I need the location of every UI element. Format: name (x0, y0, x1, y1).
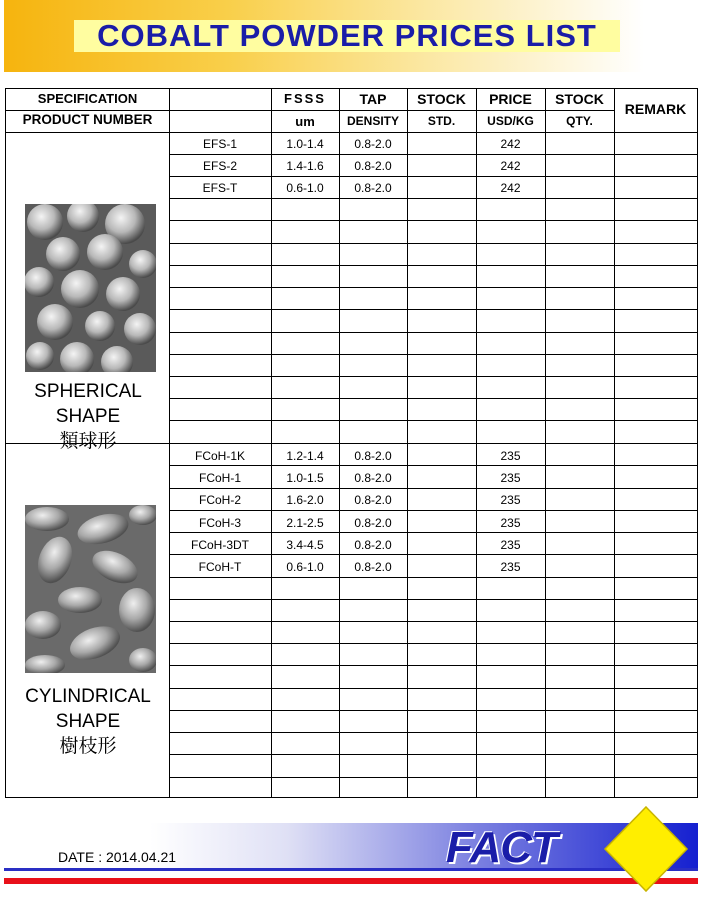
header-price: PRICE (489, 91, 532, 107)
tap-density-value: 0.8-2.0 (354, 538, 392, 552)
fsss-value: 0.6-1.0 (286, 560, 324, 574)
cylindrical-label-line2: SHAPE (55, 711, 121, 732)
tap-density-value: 0.8-2.0 (354, 449, 392, 463)
row-divider (169, 354, 697, 355)
row-divider (169, 420, 697, 421)
header-stock: STOCK (417, 91, 466, 107)
spherical-label-cn: 類球形 (59, 431, 117, 452)
product-number: FCoH-1 (198, 471, 241, 485)
row-divider (169, 220, 697, 221)
row-divider (169, 710, 697, 711)
product-number: FCoH-2 (198, 493, 241, 507)
price-value: 242 (500, 181, 521, 195)
header-usd-kg: USD/KG (487, 114, 534, 128)
price-value: 235 (500, 471, 521, 485)
row-divider (169, 643, 697, 644)
fsss-value: 1.2-1.4 (286, 449, 324, 463)
header-stock-qty: STOCK (555, 91, 604, 107)
product-number: EFS-2 (202, 159, 237, 173)
tap-density-value: 0.8-2.0 (354, 159, 392, 173)
date-label: DATE : 2014.04.21 (58, 849, 177, 865)
header-remark: REMARK (624, 101, 687, 117)
price-table (5, 88, 698, 798)
footer-blue-line (4, 868, 698, 871)
tap-density-value: 0.8-2.0 (354, 137, 392, 151)
fsss-value: 0.6-1.0 (286, 181, 324, 195)
price-value: 235 (500, 493, 521, 507)
page-title: COBALT POWDER PRICES LIST (97, 18, 597, 53)
product-number: FCoH-1K (194, 449, 245, 463)
fsss-value: 1.0-1.5 (286, 471, 324, 485)
row-divider (169, 398, 697, 399)
fsss-value: 1.6-2.0 (286, 493, 324, 507)
fsss-value: 1.4-1.6 (286, 159, 324, 173)
tap-density-value: 0.8-2.0 (354, 471, 392, 485)
spherical-powder-image (25, 204, 156, 372)
row-divider (169, 265, 697, 266)
price-value: 235 (500, 560, 521, 574)
fsss-value: 1.0-1.4 (286, 137, 324, 151)
product-number: EFS-T (202, 181, 238, 195)
header-tap: TAP (359, 91, 387, 107)
fsss-value: 2.1-2.5 (286, 516, 324, 530)
header-divider (6, 110, 614, 111)
cylindrical-label-cn: 樹枝形 (59, 736, 117, 757)
price-value: 242 (500, 159, 521, 173)
product-number: EFS-1 (202, 137, 237, 151)
product-number: FCoH-T (198, 560, 242, 574)
row-divider (169, 332, 697, 333)
row-divider (169, 688, 697, 689)
product-number: FCoH-3DT (190, 538, 249, 552)
header-std: STD. (427, 114, 456, 128)
header-qty: QTY. (566, 114, 593, 128)
row-divider (169, 376, 697, 377)
row-divider (169, 665, 697, 666)
spherical-shape-label (6, 379, 170, 454)
price-value: 242 (500, 137, 521, 151)
row-divider (169, 754, 697, 755)
row-divider (169, 732, 697, 733)
tap-density-value: 0.8-2.0 (354, 181, 392, 195)
tap-density-value: 0.8-2.0 (354, 516, 392, 530)
row-divider (169, 621, 697, 622)
cylindrical-label-line1: CYLINDRICAL (25, 686, 151, 707)
header-product-number: PRODUCT NUMBER (22, 112, 153, 127)
spherical-label-line2: SHAPE (55, 406, 121, 427)
diamond-logo-icon (603, 805, 689, 893)
product-number: FCoH-3 (198, 516, 241, 530)
row-divider (169, 287, 697, 288)
price-value: 235 (500, 538, 521, 552)
fsss-value: 3.4-4.5 (286, 538, 324, 552)
price-value: 235 (500, 516, 521, 530)
tap-density-value: 0.8-2.0 (354, 560, 392, 574)
tap-density-value: 0.8-2.0 (354, 493, 392, 507)
spherical-label-line1: SPHERICAL (34, 381, 142, 402)
price-value: 235 (500, 449, 521, 463)
header-density: DENSITY (346, 114, 399, 128)
row-divider (169, 599, 697, 600)
row-divider (169, 243, 697, 244)
header-um: um (295, 114, 315, 129)
company-logo: FACT (446, 823, 557, 872)
cylindrical-shape-label (6, 684, 170, 759)
header-specification: SPECIFICATION (37, 91, 138, 106)
cylindrical-powder-image (25, 505, 156, 673)
row-divider (169, 777, 697, 778)
footer-red-line (4, 878, 698, 884)
header-fsss: FSSS (284, 91, 326, 106)
row-divider (169, 309, 697, 310)
